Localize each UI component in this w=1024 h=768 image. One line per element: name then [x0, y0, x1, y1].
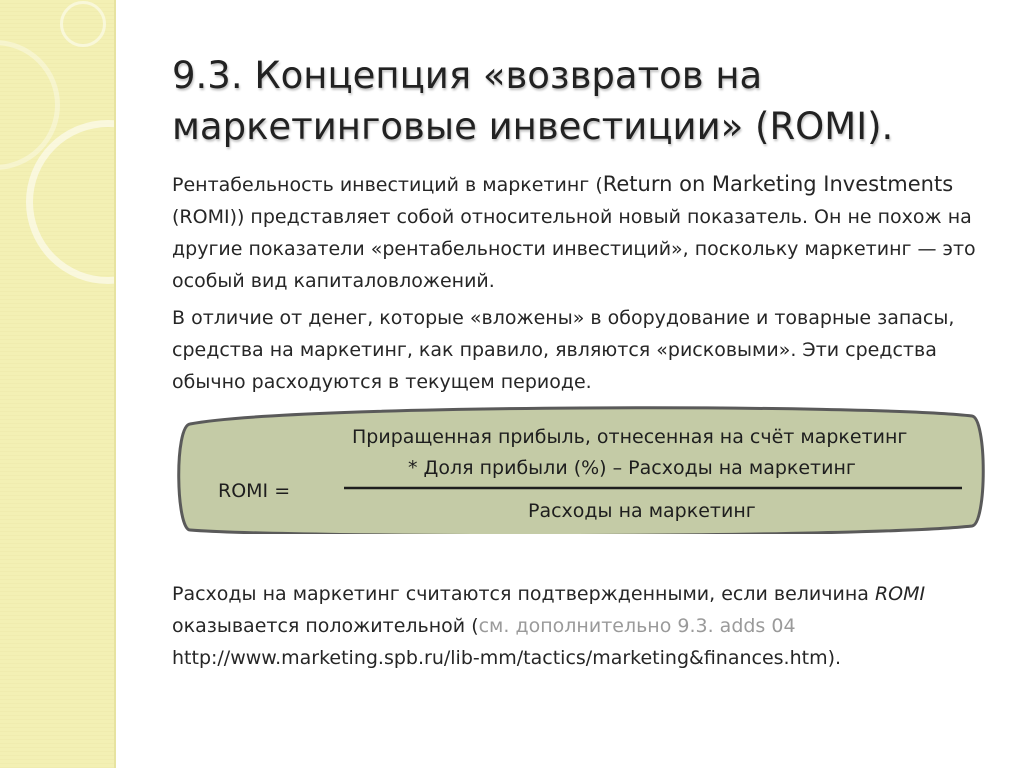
paren-open: (: [471, 615, 479, 637]
slide-title: [172, 50, 972, 152]
paragraph-risk-funds: В отличие от денег, которые «вложены» в оборудование и товарные запасы, средства на маркетинг, как правило, являются «рисковыми». Эти средства обычно расходуются в текущем периоде.: [172, 307, 955, 393]
formula-numerator-line-1: Приращенная прибыль, отнесенная на счёт маркетинг: [352, 426, 908, 448]
formula-denominator: Расходы на маркетинг: [528, 500, 756, 522]
formula-numerator-line-2: * Доля прибыли (%) – Расходы на маркетинг: [408, 457, 856, 479]
paragraph-text: (ROMI)) представляет собой относительной новый показатель. Он не похож на другие показатели «рентабельности инвестиций», поскольку маркетинг — это особый вид капиталовложений.: [172, 206, 976, 292]
paragraph-confirmation: [172, 578, 1002, 674]
english-term: Return on Marketing Investments: [602, 172, 954, 196]
romi-term: ROMI: [874, 583, 926, 605]
paragraph-text: Рентабельность инвестиций в маркетинг (: [172, 174, 603, 196]
formula-box: [172, 406, 987, 534]
decorative-sidebar: [0, 0, 116, 768]
decorative-ring: [60, 1, 106, 47]
formula-lhs: ROMI =: [218, 480, 291, 502]
title-line-1: 9.3. Концепция «возвратов на: [172, 54, 763, 97]
title-line-2: маркетинговые инвестиции» (ROMI).: [172, 105, 894, 148]
reference-url: http://www.marketing.spb.ru/lib-mm/tactics/marketing&finances.htm).: [172, 647, 842, 669]
paragraph-romi-definition: [172, 168, 1002, 297]
paragraph-text: оказывается положительной: [172, 615, 472, 637]
reference-note: см. дополнительно 9.3. adds 04: [478, 615, 796, 637]
paragraph-text: Расходы на маркетинг считаются подтвержденными, если величина: [172, 583, 875, 605]
